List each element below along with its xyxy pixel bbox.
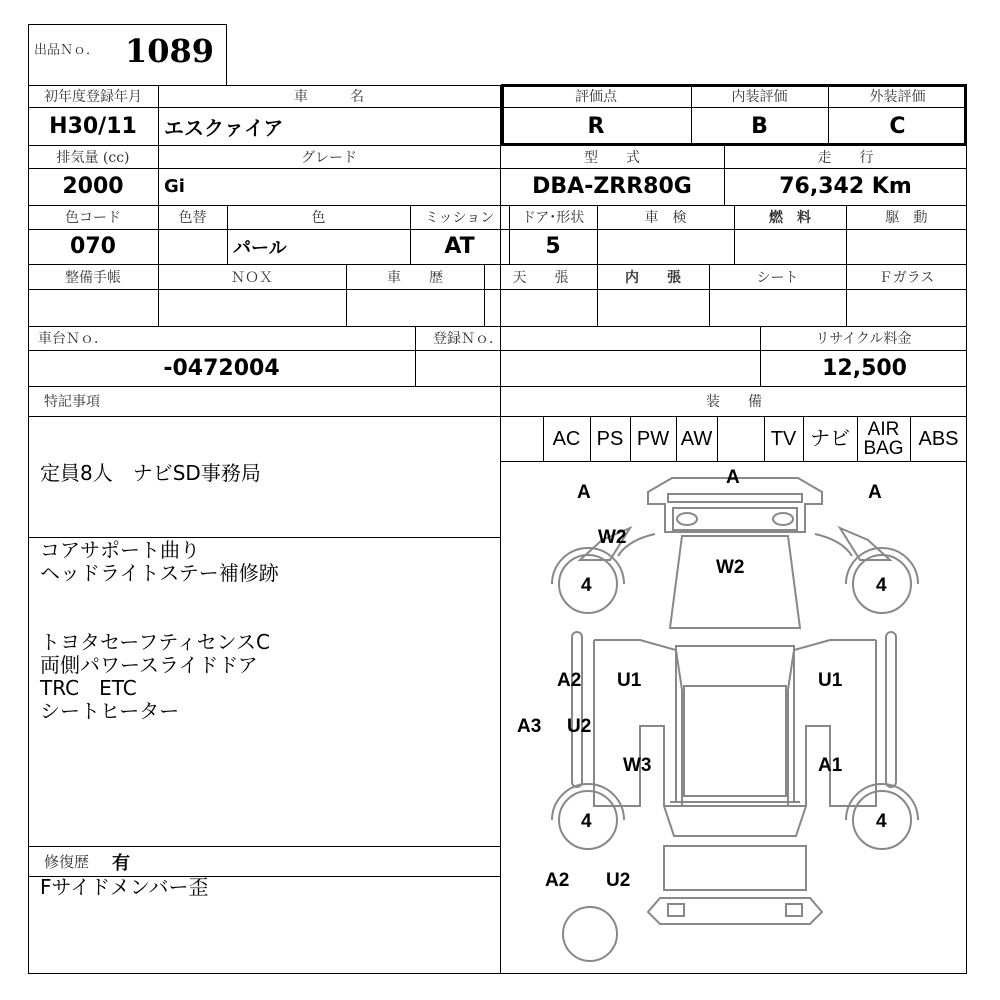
color-code-value: 070 xyxy=(70,234,116,259)
mission-value: AT xyxy=(444,234,475,259)
inspection-label: 車 検 xyxy=(644,210,687,226)
exterior-value: C xyxy=(889,114,906,139)
mark-left-front-door-u: U1 xyxy=(617,670,642,691)
inner-label: 内 張 xyxy=(625,269,681,286)
exterior-label: 外装評価 xyxy=(869,89,926,105)
mark-tire-rl: 4 xyxy=(581,811,592,832)
mark-left-rear-window: W3 xyxy=(623,755,652,776)
grade-label: グレード xyxy=(301,149,357,166)
lot-number: 1089 xyxy=(125,32,215,70)
equip-pw: PW xyxy=(636,427,670,450)
mark-front-bumper: A xyxy=(726,467,740,488)
repair-detail: Fサイドメンバー歪 xyxy=(40,875,209,899)
mileage-value: 76,342 Km xyxy=(779,174,912,199)
interior-label: 内装評価 xyxy=(731,89,788,105)
recycle-label: リサイクル料金 xyxy=(815,331,912,347)
notes-line7: シートヒーター xyxy=(40,699,180,723)
mark-left-front-door-a: A2 xyxy=(557,670,582,691)
score-value: R xyxy=(587,114,605,139)
history-label: 車 歴 xyxy=(387,269,443,286)
displacement-value: 2000 xyxy=(62,174,124,199)
mark-front-right-corner: A xyxy=(868,482,882,503)
notes-line3: ヘッドライトステー補修跡 xyxy=(40,561,279,585)
mission-label: ミッション xyxy=(424,210,495,226)
maintenance-label: 整備手帳 xyxy=(65,269,121,286)
notes-line5: 両側パワースライドドア xyxy=(40,653,258,677)
notes-line2: コアサポート曲り xyxy=(40,538,200,562)
color-code-label: 色コード xyxy=(65,210,121,226)
equip-navi: ナビ xyxy=(810,427,850,450)
door-value: 5 xyxy=(545,234,561,259)
notes-line6: TRC ETC xyxy=(40,676,137,700)
repair-value: 有 xyxy=(112,853,130,874)
equip-ac: AC xyxy=(552,427,581,450)
interior-value: B xyxy=(751,114,768,139)
registration-value xyxy=(415,350,760,386)
repaint-value xyxy=(158,229,227,264)
repair-label: 修復歴 xyxy=(44,853,90,871)
mark-rear-u: U2 xyxy=(606,870,631,891)
equip-blank-2 xyxy=(717,417,764,461)
color-value: パール xyxy=(233,237,287,259)
lot-label: 出品Ｎｏ． xyxy=(34,42,100,58)
mark-tire-rr: 4 xyxy=(876,811,887,832)
mark-rear-a: A2 xyxy=(545,870,570,891)
equip-airbag: AIR BAG xyxy=(863,419,904,459)
first-reg-label: 初年度登録年月 xyxy=(44,89,142,105)
seat-label: シート xyxy=(756,269,799,286)
color-label: 色 xyxy=(311,210,326,226)
car-name-label: 車 名 xyxy=(294,89,364,105)
fuel-value xyxy=(734,229,846,264)
drive-label: 駆 動 xyxy=(885,210,928,226)
equip-aw: AW xyxy=(680,427,713,450)
mark-windshield: W2 xyxy=(716,557,745,578)
notes-label: 特記事項 xyxy=(44,394,100,410)
nox-label: ＮＯＸ xyxy=(231,269,273,286)
displacement-label: 排気量 (cc) xyxy=(56,149,130,166)
fglass-label: Ｆガラス xyxy=(878,269,935,286)
chassis-value: -0472004 xyxy=(163,355,280,381)
mark-front-left-corner: A xyxy=(577,482,591,503)
equip-ps: PS xyxy=(596,427,624,450)
equip-abs: ABS xyxy=(918,427,959,450)
car-damage-diagram xyxy=(501,462,966,973)
equip-blank-1 xyxy=(501,417,543,461)
equip-tv: TV xyxy=(770,427,797,450)
equipment-label: 装 備 xyxy=(706,394,762,410)
mark-tire-fr: 4 xyxy=(876,575,887,596)
score-label: 評価点 xyxy=(575,89,617,105)
roof-label: 天 張 xyxy=(512,269,569,286)
door-label: ドア･形状 xyxy=(521,210,585,226)
mark-windshield-left: W2 xyxy=(598,527,627,548)
model-label: 型 式 xyxy=(584,149,640,166)
mark-right-front-door: U1 xyxy=(818,670,843,691)
mark-right-rear-door: A1 xyxy=(818,755,843,776)
inspection-value xyxy=(597,229,734,264)
car-name-value: エスクァイア xyxy=(164,116,284,140)
mark-left-sill-u: U2 xyxy=(567,716,592,737)
registration-label: 登録Ｎｏ． xyxy=(433,331,503,347)
mark-tire-fl: 4 xyxy=(581,575,592,596)
model-value: DBA-ZRR80G xyxy=(532,174,692,199)
grade-value: Gi xyxy=(164,176,185,197)
notes-line4: トヨタセーフティセンスC xyxy=(40,630,270,654)
repaint-label: 色替 xyxy=(178,210,207,226)
chassis-label: 車台Ｎｏ． xyxy=(38,331,108,347)
fuel-label: 燃 料 xyxy=(769,210,811,226)
notes-line1: 定員8人 ナビSD事務局 xyxy=(40,461,261,485)
mark-left-sill-a: A3 xyxy=(517,716,542,737)
mileage-label: 走 行 xyxy=(817,149,874,166)
drive-value xyxy=(846,229,967,264)
recycle-value: 12,500 xyxy=(822,355,907,381)
first-reg-value: H30/11 xyxy=(49,114,137,139)
